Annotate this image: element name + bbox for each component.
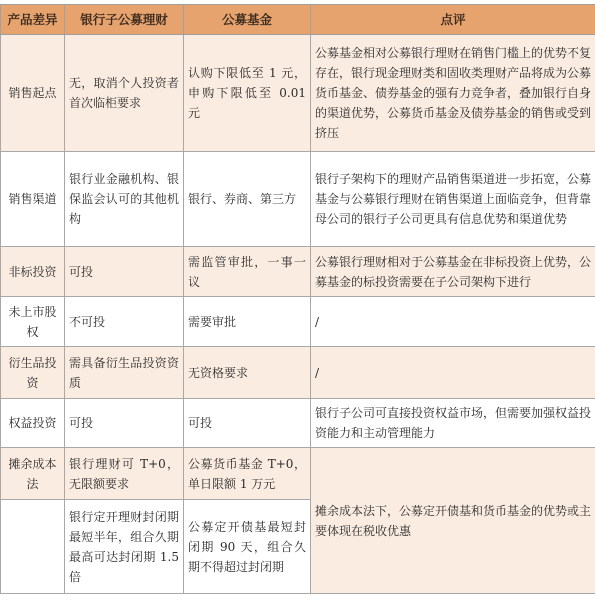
row-feature: 销售渠道 (1, 152, 65, 247)
header-comment: 点评 (311, 5, 595, 35)
comparison-table (0, 4, 595, 594)
row-fund-value: 银行、券商、第三方 (184, 152, 311, 247)
row-fund-value: 无资格要求 (184, 347, 311, 399)
row-comment: 银行子架构下的理财产品销售渠道进一步拓宽，公募基金与公募银行理财在销售渠道上面临竞争，但背靠母公司的银行子公司更具有信息优势和渠道优势 (311, 152, 595, 247)
header-public-fund: 公募基金 (184, 5, 311, 35)
table-row (1, 347, 595, 399)
row-bank-value: 可投 (65, 399, 184, 448)
table-row (1, 399, 595, 448)
row-comment: / (311, 297, 595, 347)
table-header-row (1, 5, 595, 35)
row-bank-value: 无，取消个人投资者首次临柜要求 (65, 35, 184, 152)
row-fund-value: 需监管审批，一事一议 (184, 247, 311, 297)
row-fund-value: 认购下限低至 1 元，申购下限低至 0.01 元 (184, 35, 311, 152)
row-comment: 公募银行理财相对于公募基金在非标投资上优势，公募基金的标投资需要在子公司架构下进行 (311, 247, 595, 297)
row-bank-value: 银行定开理财封闭期最短半年，组合久期最高可达封闭期 1.5 倍 (65, 500, 184, 594)
row-bank-value: 不可投 (65, 297, 184, 347)
row-fund-value: 可投 (184, 399, 311, 448)
row-bank-value: 可投 (65, 247, 184, 297)
row-feature: 摊余成本法 (1, 448, 65, 500)
row-feature: 非标投资 (1, 247, 65, 297)
row-comment: 公募基金相对公募银行理财在销售门槛上的优势不复存在，银行现金理财类和固收类理财产品将成为公募货币基金、债券基金的强有力竞争者，叠加银行自身的渠道优势，公募货币基金及债券基金的销售或受到挤压 (311, 35, 595, 152)
row-feature: 销售起点 (1, 35, 65, 152)
row-bank-value: 需具备衍生品投资资质 (65, 347, 184, 399)
header-feature: 产品差异 (1, 5, 65, 35)
row-comment: 摊余成本法下，公募定开债基和货币基金的优势或主要体现在税收优惠 (311, 448, 595, 594)
row-fund-value: 需要审批 (184, 297, 311, 347)
row-feature: 未上市股权 (1, 297, 65, 347)
row-feature: 权益投资 (1, 399, 65, 448)
table-row (1, 152, 595, 247)
row-bank-value: 银行业金融机构、银保监会认可的其他机构 (65, 152, 184, 247)
row-feature: 衍生品投资 (1, 347, 65, 399)
row-fund-value: 公募定开债基最短封闭期 90 天，组合久期不得超过封闭期 (184, 500, 311, 594)
row-comment: / (311, 347, 595, 399)
table-row (1, 297, 595, 347)
row-feature-empty (1, 500, 65, 594)
row-comment: 银行子公司可直接投资权益市场，但需要加强权益投资能力和主动管理能力 (311, 399, 595, 448)
header-bank-wealth: 银行子公募理财 (65, 5, 184, 35)
table-row (1, 35, 595, 152)
table-row (1, 448, 595, 500)
row-bank-value: 银行理财可 T+0，无限额要求 (65, 448, 184, 500)
table-row (1, 247, 595, 297)
row-fund-value: 公募货币基金 T+0，单日限额 1 万元 (184, 448, 311, 500)
